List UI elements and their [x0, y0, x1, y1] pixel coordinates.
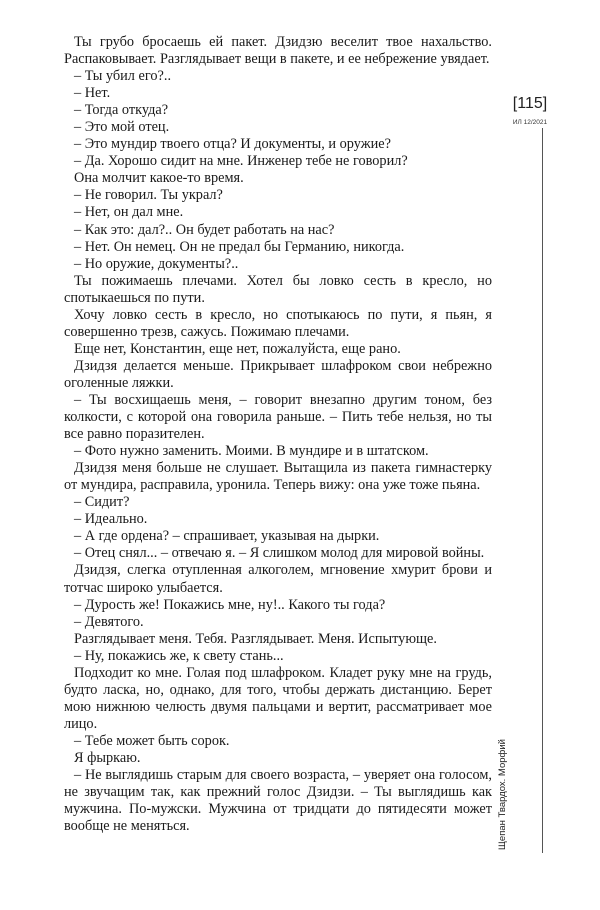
paragraph: Разглядывает меня. Тебя. Разглядывает. Меня. Испытующе. — [74, 630, 437, 647]
running-title: Щепан Твардох. Морфий — [497, 739, 508, 850]
main-text — [64, 34, 492, 835]
paragraph: Дзидзя меня больше не слушает. Вытащила из пакета гимнастерку от мундира, расправила, уронила. Теперь вижу: она уже тоже пьяна. — [64, 460, 492, 494]
paragraph: – Как это: дал?.. Он будет работать на нас? — [74, 221, 335, 238]
paragraph: Ты пожимаешь плечами. Хотел бы ловко сесть в кресло, но спотыкаешься по пути. — [64, 272, 492, 306]
paragraph: – Ты убил его?.. — [74, 68, 172, 85]
paragraph: – Не говорил. Ты украл? — [74, 187, 223, 204]
paragraph: – Нет. — [74, 85, 111, 102]
paragraph: Дзидзя делается меньше. Прикрывает шлафроком свои небрежно оголенные ляжки. — [64, 357, 492, 391]
paragraph: Дзидзя, слегка отупленная алкоголем, мгновение хмурит брови и тотчас широко улыбается. — [64, 562, 492, 596]
paragraph: – Дурость же! Покажись мне, ну!.. Какого ты года? — [74, 596, 386, 613]
page-number: [115] — [512, 95, 548, 112]
paragraph: – Нет. Он немец. Он не предал бы Германию, никогда. — [74, 238, 405, 255]
paragraph: Еще нет, Константин, еще нет, пожалуйста, еще рано. — [74, 340, 401, 357]
paragraph: Ты грубо бросаешь ей пакет. Дзидзю веселит твое нахальство. Распаковывает. Разглядывает вещи в пакете, и ее небрежение увядает. — [64, 34, 492, 68]
paragraph: – Но оружие, документы?.. — [74, 255, 239, 272]
paragraph: – Девятого. — [74, 613, 144, 630]
issue-label: ИЛ 12/2021 — [512, 119, 548, 126]
paragraph: – Да. Хорошо сидит на мне. Инженер тебе не говорил? — [74, 153, 408, 170]
paragraph: – Тебе может быть сорок. — [74, 732, 230, 749]
paragraph: – Это мундир твоего отца? И документы, и оружие? — [74, 136, 391, 153]
paragraph: – Сидит? — [74, 494, 130, 511]
paragraph: – Нет, он дал мне. — [74, 204, 184, 221]
margin-divider — [542, 128, 543, 853]
paragraph: Подходит ко мне. Голая под шлафроком. Кладет руку мне на грудь, будто ласка, но, однако, для того, чтобы держать дистанцию. Берет мою нижнюю челюсть двумя пальцами и вертит, рассматривает мое лицо. — [64, 664, 492, 732]
paragraph: – Ты восхищаешь меня, – говорит внезапно другим тоном, без колкости, с которой она говорила раньше. – Пить тебе нельзя, но ты все равно поразителен. — [64, 391, 492, 443]
paragraph: – Фото нужно заменить. Моими. В мундире и в штатском. — [74, 443, 429, 460]
paragraph: Я фыркаю. — [74, 749, 141, 766]
paragraph: – Не выглядишь старым для своего возраста, – уверяет она голосом, не звучащим так, как прежний голос Дзидзи. – Ты выглядишь как мужчина. По-мужски. Мужчина от тридцати до пятидесяти может вообще не меняться. — [64, 767, 492, 835]
paragraph: Хочу ловко сесть в кресло, но спотыкаюсь по пути, я пьян, я совершенно трезв, сажусь. Пожимаю плечами. — [64, 306, 492, 340]
paragraph: – Отец снял... – отвечаю я. – Я слишком молод для мировой войны. — [74, 545, 485, 562]
paragraph: – Ну, покажись же, к свету стань... — [74, 647, 284, 664]
paragraph: Она молчит какое-то время. — [74, 170, 244, 187]
paragraph: – А где ордена? – спрашивает, указывая на дырки. — [74, 528, 380, 545]
paragraph: – Тогда откуда? — [74, 102, 169, 119]
paragraph: – Идеально. — [74, 511, 148, 528]
paragraph: – Это мой отец. — [74, 119, 170, 136]
